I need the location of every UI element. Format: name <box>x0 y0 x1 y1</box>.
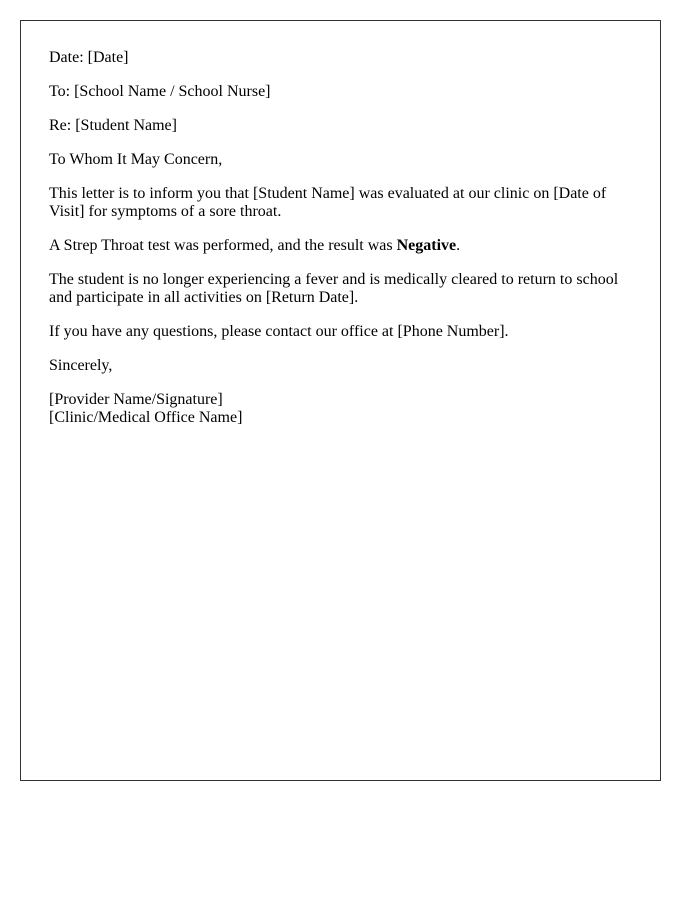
body-paragraph-clearance: The student is no longer experiencing a fever and is medically cleared to return to school and participate in all activities on [Return Date]. <box>49 271 619 306</box>
body-paragraph-visit: This letter is to inform you that [Student Name] was evaluated at our clinic on [Date of Visit] for symptoms of a sore throat. <box>49 185 607 220</box>
test-result: Negative <box>396 237 457 254</box>
clinic-name: [Clinic/Medical Office Name] <box>49 409 243 426</box>
provider-signature: [Provider Name/Signature] <box>49 391 223 408</box>
salutation: To Whom It May Concern, <box>49 151 223 168</box>
subject-line: Re: [Student Name] <box>49 117 177 134</box>
signature-block <box>49 391 632 427</box>
body-paragraph-contact: If you have any questions, please contact our office at [Phone Number]. <box>49 323 509 340</box>
result-prefix: A Strep Throat test was performed, and the result was <box>49 237 397 254</box>
date-line: Date: [Date] <box>49 49 129 66</box>
recipient-line: To: [School Name / School Nurse] <box>49 83 271 100</box>
closing: Sincerely, <box>49 357 113 374</box>
body-paragraph-result <box>49 237 632 255</box>
letter-page <box>20 20 661 781</box>
result-suffix: . <box>456 237 461 254</box>
